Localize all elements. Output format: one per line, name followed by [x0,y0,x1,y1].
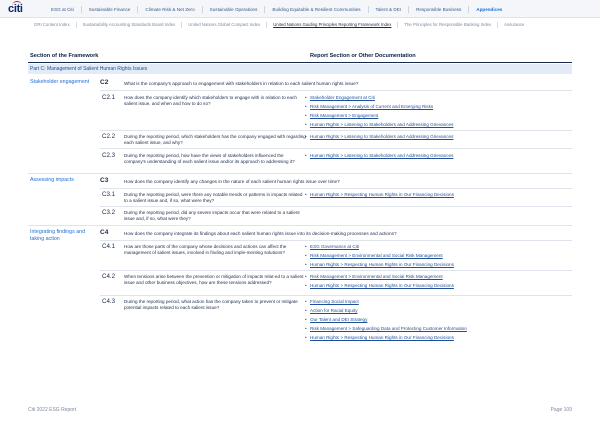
link-safeguarding-data[interactable]: • Risk Management > Safeguarding Data and Protecting Customer Information [310,326,467,331]
subnav-ungc-index[interactable]: United Nations Global Compact Index [181,22,266,28]
row-divider [100,270,572,271]
row-divider [100,206,572,207]
question-c4: How does the company integrate its findings about each salient human rights issue into its decision-making processes and actions? [124,231,397,236]
question-c4-2: When tensions arise between the prevention or mitigation of impacts relat-ed to a salient issue and other business objectives, how are these tensions addressed? [124,274,304,286]
section-divider [28,225,572,226]
row-divider [100,295,572,296]
column-header-framework: Section of the Framework [30,53,99,59]
nav-esg-at-citi[interactable]: ESG at Citi [51,6,74,12]
link-hr-financing[interactable]: • Human Rights > Respecting Human Rights in Our Financing Decisions [310,335,454,340]
row-divider [100,188,572,189]
code-c2-1: C2.1 [102,94,116,101]
code-c4-2: C4.2 [102,273,116,280]
row-divider [100,240,572,241]
code-c4: C4 [100,229,109,236]
section-integrating-findings: Integrating findings and taking action [30,229,86,242]
link-talent-dei-strategy[interactable]: • Our Talent and DEI Strategy [310,317,367,322]
code-c3-2: C3.2 [102,209,116,216]
code-c3: C3 [100,177,109,184]
nav-sustainable-finance[interactable]: Sustainable Finance [81,6,138,13]
question-c2-3: During the reporting period, how have the views of stakeholders influenced the company's understanding of each salient issue and/or its approach to addressing it? [124,153,295,165]
part-c-bar [28,64,572,74]
nav-sustainable-operations[interactable]: Sustainable Operations [202,6,265,13]
link-hr-grievances[interactable]: • Human Rights > Listening to Stakeholders and Addressing Grievances [310,134,453,139]
subnav-ungp-index[interactable]: United Nations Guiding Principles Reporting Framework Index [266,22,397,28]
part-c-title: Part C: Management of Salient Human Rights Issues [30,66,148,72]
link-esg-governance[interactable]: • ESG Governance at Citi [310,244,359,249]
link-stakeholder-engagement[interactable]: • Stakeholder Engagement at Citi [310,95,375,100]
nav-responsible-business[interactable]: Responsible Business [408,6,468,13]
link-financing-social-impact[interactable]: • Financing Social Impact [310,299,359,304]
code-c4-3: C4.3 [102,298,116,305]
link-env-social-risk[interactable]: • Risk Management > Environmental and Social Risk Management [310,253,443,258]
nav-climate-risk[interactable]: Climate Risk & Net Zero [137,6,201,13]
top-navigation [0,0,600,18]
subnav-assurance[interactable]: Assurance [497,22,530,28]
nav-appendices[interactable]: Appendices [468,6,509,13]
link-hr-financing[interactable]: • Human Rights > Respecting Human Rights in Our Financing Decisions [310,192,454,197]
citi-logo[interactable]: citi [8,3,23,15]
code-c2-2: C2.2 [102,133,116,140]
column-header-report-section: Report Section or Other Documentation [310,53,416,59]
link-hr-financing[interactable]: • Human Rights > Respecting Human Rights in Our Financing Decisions [310,283,454,288]
subnav-gri-index[interactable]: GRI Content Index [34,22,70,27]
question-c3: How does the company identify any changes in the nature of each salient human rights issue over time? [124,179,340,184]
question-c2-1: How does the company identify which stakeholders to engage with in relation to each salient issue, and when and how to do so? [124,95,297,107]
question-c2: What is the company's approach to engagement with stakeholders in relation to each salient human rights issue? [124,81,359,86]
question-c4-1: How are those parts of the company whose decisions and actions can affect the management of salient issues, involved in finding and imple-menting solutions? [124,244,287,256]
sub-navigation [0,18,600,32]
link-hr-grievances[interactable]: • Human Rights > Listening to Stakeholders and Addressing Grievances [310,122,453,127]
question-c3-2: During the reporting period, did any severe impacts occur that were related to a salient issue and, if so, what were they? [124,210,300,222]
row-divider [100,90,572,91]
code-c2-3: C2.3 [102,152,116,159]
row-divider [100,148,572,149]
logo-arc-icon [12,1,22,6]
link-env-social-risk[interactable]: • Risk Management > Environmental and Social Risk Management [310,274,443,279]
subnav-prb-index[interactable]: The Principles for Responsible Banking Index [397,22,497,28]
code-c2: C2 [100,79,109,86]
link-risk-analysis[interactable]: • Risk Management > Analysis of Current and Emerging Risks [310,104,433,109]
footer-page-number: Page 109 [550,407,572,413]
code-c4-1: C4.1 [102,243,116,250]
question-c3-1: During the reporting period, were there any notable trends or patterns in impacts related to a salient issue and, if so, what were they? [124,192,303,204]
nav-talent-dei[interactable]: Talent & DEI [368,6,409,13]
section-stakeholder-engagement: Stakeholder engagement [30,79,90,85]
footer-report-name: Citi 2022 ESG Report [28,407,77,413]
section-assessing-impacts: Assessing impacts [30,177,74,183]
nav-items [44,0,509,18]
link-action-racial-equity[interactable]: • Action for Racial Equity [310,308,358,313]
link-hr-grievances[interactable]: • Human Rights > Listening to Stakeholders and Addressing Grievances [310,153,453,158]
nav-communities[interactable]: Building Equitable & Resilient Communities [264,6,367,13]
question-c2-2: During the reporting period, which stakeholders has the company engaged with regarding each salient issue, and why? [124,134,306,146]
subnav-sasb-index[interactable]: Sustainability Accounting Standards Board Index [76,22,182,28]
link-risk-engagement[interactable]: • Risk Management > Engagement [310,113,378,118]
section-divider [28,173,572,174]
code-c3-1: C3.1 [102,191,116,198]
question-c4-3: During the reporting period, what action has the company taken to prevent or mitigate potential impacts related to each salient issue? [124,299,298,311]
row-divider [100,130,572,131]
link-hr-financing[interactable]: • Human Rights > Respecting Human Rights in Our Financing Decisions [310,262,454,267]
table-header [28,52,572,63]
